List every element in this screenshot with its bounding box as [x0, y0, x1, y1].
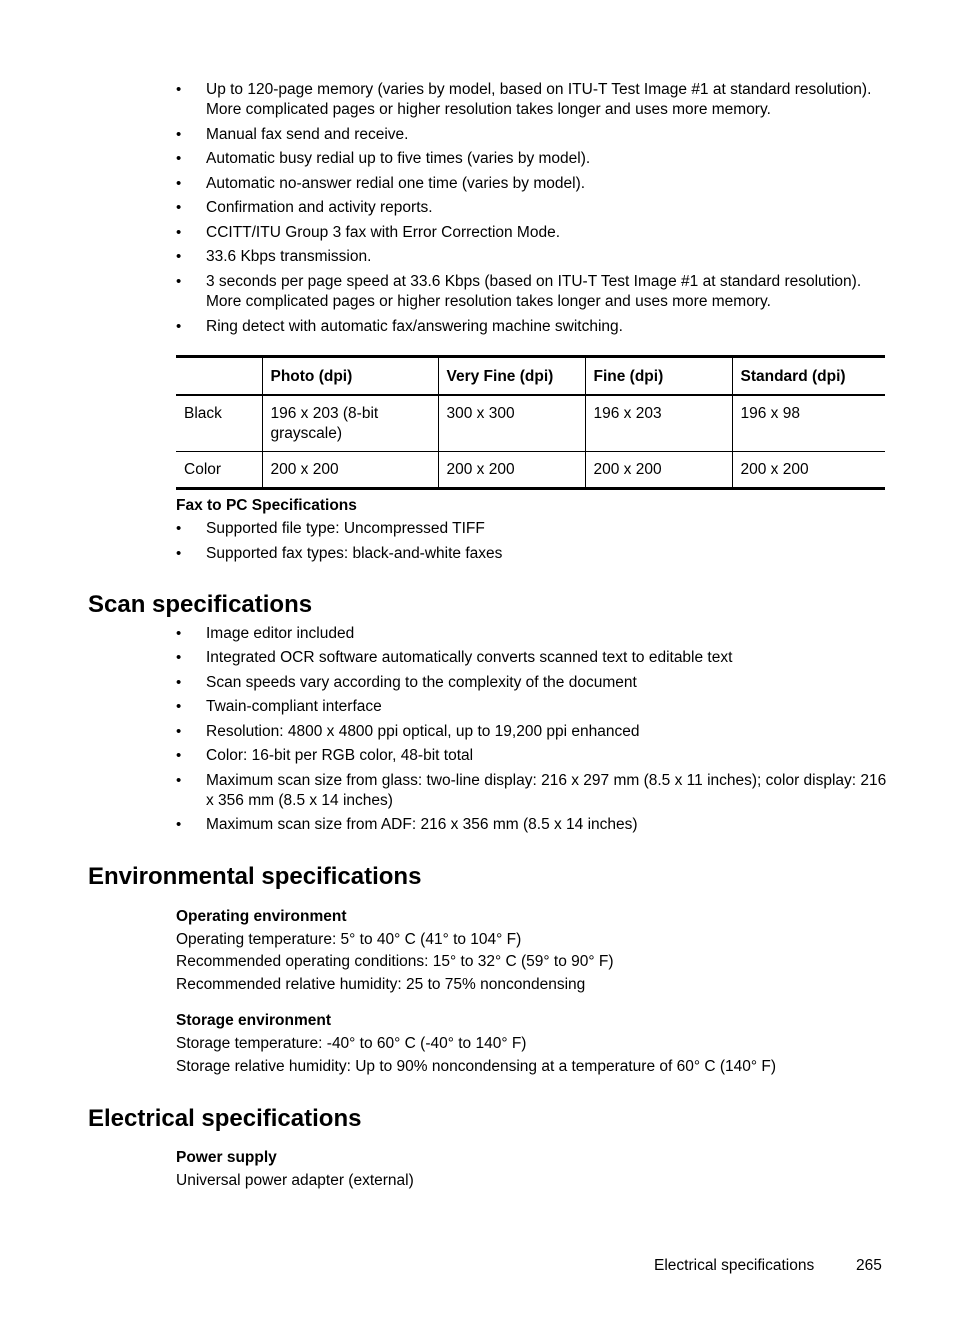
list-item: • Color: 16-bit per RGB color, 48-bit total	[176, 746, 888, 766]
list-item: • Manual fax send and receive.	[176, 125, 888, 145]
operating-conditions-text: Recommended operating conditions: 15° to 32° C (59° to 90° F)	[176, 953, 614, 970]
table-cell: 196 x 98	[732, 395, 885, 452]
operating-temperature-text: Operating temperature: 5° to 40° C (41° to 104° F)	[176, 931, 522, 948]
list-item: • Automatic busy redial up to five times (varies by model).	[176, 149, 888, 169]
operating-humidity-text: Recommended relative humidity: 25 to 75% noncondensing	[176, 976, 586, 993]
scan-spec-list	[176, 624, 888, 835]
list-item: • 3 seconds per page speed at 33.6 Kbps (based on ITU-T Test Image #1 at standard resolution). More complicated pages or higher resolution takes longer and uses more memory.	[176, 272, 888, 312]
list-item: • Integrated OCR software automatically converts scanned text to editable text	[176, 648, 888, 668]
list-item: • Scan speeds vary according to the complexity of the document	[176, 673, 888, 693]
table-header-cell: Standard (dpi)	[732, 357, 885, 396]
operating-environment-heading: Operating environment	[176, 908, 347, 925]
fax-resolution-table	[176, 355, 885, 490]
power-supply-heading: Power supply	[176, 1149, 277, 1166]
table-row	[176, 395, 885, 452]
table-header-cell: Fine (dpi)	[585, 357, 732, 396]
list-item: • Confirmation and activity reports.	[176, 198, 888, 218]
electrical-section-title: Electrical specifications	[88, 1105, 362, 1132]
list-item: • Maximum scan size from glass: two-line display: 216 x 297 mm (8.5 x 11 inches); color display: 216 x 356 mm (8.5 x 14 inches)	[176, 771, 888, 811]
storage-humidity-text: Storage relative humidity: Up to 90% noncondensing at a temperature of 60° C (140° F)	[176, 1058, 777, 1075]
table-header-cell: Photo (dpi)	[262, 357, 438, 396]
list-item: • Automatic no-answer redial one time (varies by model).	[176, 174, 888, 194]
list-item: • Supported file type: Uncompressed TIFF	[176, 519, 888, 539]
footer-section-name: Electrical specifications	[654, 1257, 815, 1274]
table-header-row	[176, 357, 885, 396]
table-cell: Black	[184, 405, 222, 422]
fax-to-pc-list	[176, 519, 888, 564]
list-item: • Maximum scan size from ADF: 216 x 356 mm (8.5 x 14 inches)	[176, 815, 888, 835]
list-item: • Resolution: 4800 x 4800 ppi optical, up to 19,200 ppi enhanced	[176, 722, 888, 742]
scan-section-title: Scan specifications	[88, 591, 313, 618]
page-number: 265	[856, 1257, 882, 1274]
list-item: • Image editor included	[176, 624, 888, 644]
list-item: • Up to 120-page memory (varies by model, based on ITU-T Test Image #1 at standard resolution). More complicated pages or higher resolution takes longer and uses more memory.	[176, 80, 888, 120]
table-header-cell: Very Fine (dpi)	[438, 357, 585, 396]
list-item: • CCITT/ITU Group 3 fax with Error Correction Mode.	[176, 223, 888, 243]
list-item: • 33.6 Kbps transmission.	[176, 247, 888, 267]
list-item: • Twain-compliant interface	[176, 697, 888, 717]
fax-feature-list	[176, 80, 888, 337]
table-row	[176, 452, 885, 489]
list-item: • Ring detect with automatic fax/answering machine switching.	[176, 317, 888, 337]
table-cell: Color	[176, 452, 262, 489]
environmental-section-title: Environmental specifications	[88, 863, 422, 890]
table-cell: 196 x 203 (8-bit grayscale)	[262, 395, 438, 452]
power-supply-text: Universal power adapter (external)	[176, 1172, 414, 1189]
table-cell: 200 x 200	[585, 452, 732, 489]
table-header-cell	[176, 357, 262, 396]
fax-to-pc-heading: Fax to PC Specifications	[176, 497, 357, 514]
table-cell: 300 x 300	[438, 395, 585, 452]
storage-temperature-text: Storage temperature: -40° to 60° C (-40° to 140° F)	[176, 1035, 527, 1052]
table-cell: 200 x 200	[732, 452, 885, 489]
table-cell: 200 x 200	[262, 452, 438, 489]
storage-environment-heading: Storage environment	[176, 1012, 332, 1029]
table-cell: 196 x 203	[585, 395, 732, 452]
table-cell: 200 x 200	[438, 452, 585, 489]
list-item: • Supported fax types: black-and-white faxes	[176, 544, 888, 564]
